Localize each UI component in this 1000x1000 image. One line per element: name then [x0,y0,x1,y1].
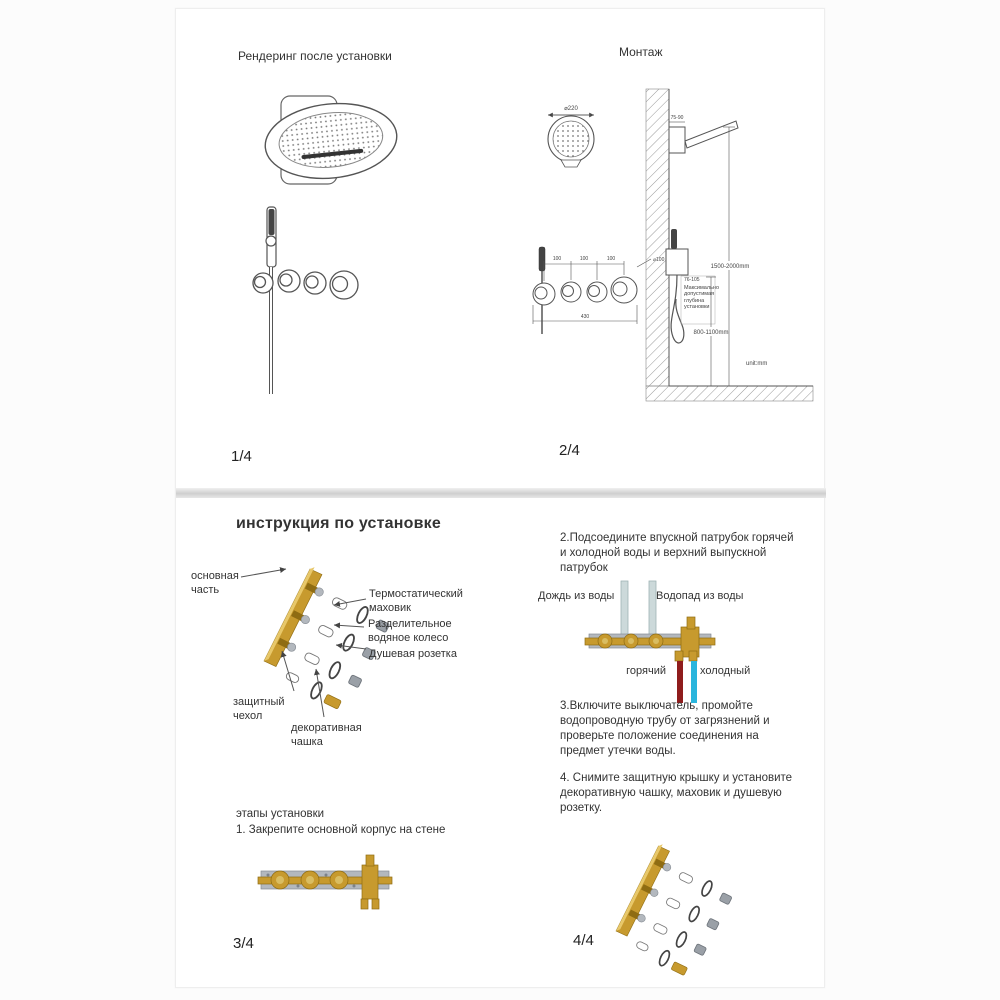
step-3-text: 3.Включите выключатель, промойте водопроводную трубу от загрязнений и проверьте положение соединения на предмет утечки воды. [560,700,770,757]
overhead-shower-icon [261,96,400,185]
dimension-lines [681,127,767,386]
dim-unit-note: unit:mm [746,361,768,367]
label-waterfall: Водопад из воды [656,590,744,602]
step-2-text: 2.Подсоедините впускной патрубок горячей и холодной воды и верхний выпускной патрубок [560,532,794,574]
wall-arm-icon [669,115,738,153]
exploded-assembly-icon-2 [616,844,732,975]
label-cold: холодный [700,665,751,677]
inlet-pipes-icon [621,581,656,636]
mounting-diagram [501,9,826,489]
dim-valve-total: 430 [580,314,590,320]
dim-valve-spacing-2: 100 [579,256,589,262]
valve-front-view-icon [533,247,665,334]
label-thermostatic-handle: Термостатический маховик [369,588,463,615]
cold-pipe-icon [691,661,697,703]
q3-title: инструкция по установке [236,515,441,532]
q1-page-label: 1/4 [231,448,252,465]
q2-title: Монтаж [619,45,663,59]
shower-head-top-view-icon [548,106,594,167]
step-4-text: 4. Снимите защитную крышку и установите декоративную чашку, маховик и душевую розетку. [560,772,793,814]
dim-arm-offset: 75-90 [670,115,684,121]
label-rain: Дождь из воды [538,590,615,602]
page-divider [176,488,826,498]
dim-valve-spacing-3: 100 [606,256,616,262]
q3-page-label: 3/4 [233,935,254,952]
label-protective-cover: защитный чехол [233,696,285,723]
label-hot: горячий [626,665,666,677]
rendered-product-drawing [176,9,501,489]
label-decorative-cup: декоративная чашка [291,722,362,749]
depth-note-text: Максимально допустимая глубина установки [684,285,720,310]
q2-page-label: 2/4 [559,442,580,459]
step-1-text: 1. Закрепите основной корпус на стене [236,824,446,836]
hand-shower-and-valves-icon [253,207,358,394]
hot-pipe-icon [677,661,683,703]
dim-height-top: 1500-2000mm [710,264,750,270]
steps-header: этапы установки [236,808,325,820]
mounted-manifold-icon [258,855,392,909]
dim-height-valve: 800-1100mm [693,330,729,336]
dim-embed-depth: 76-105 [684,277,700,283]
dim-head-diameter: ⌀220 [564,106,578,112]
q4-page-label: 4/4 [573,932,594,949]
dim-valve-spacing-1: 100 [552,256,562,262]
label-divider-wheel: Разделительное водяное колесо [368,618,452,645]
label-main-body: основная часть [191,570,239,597]
label-shower-outlet: Душевая розетка [369,648,457,660]
sheet [175,8,825,988]
q1-title: Рендеринг после установки [238,49,392,63]
